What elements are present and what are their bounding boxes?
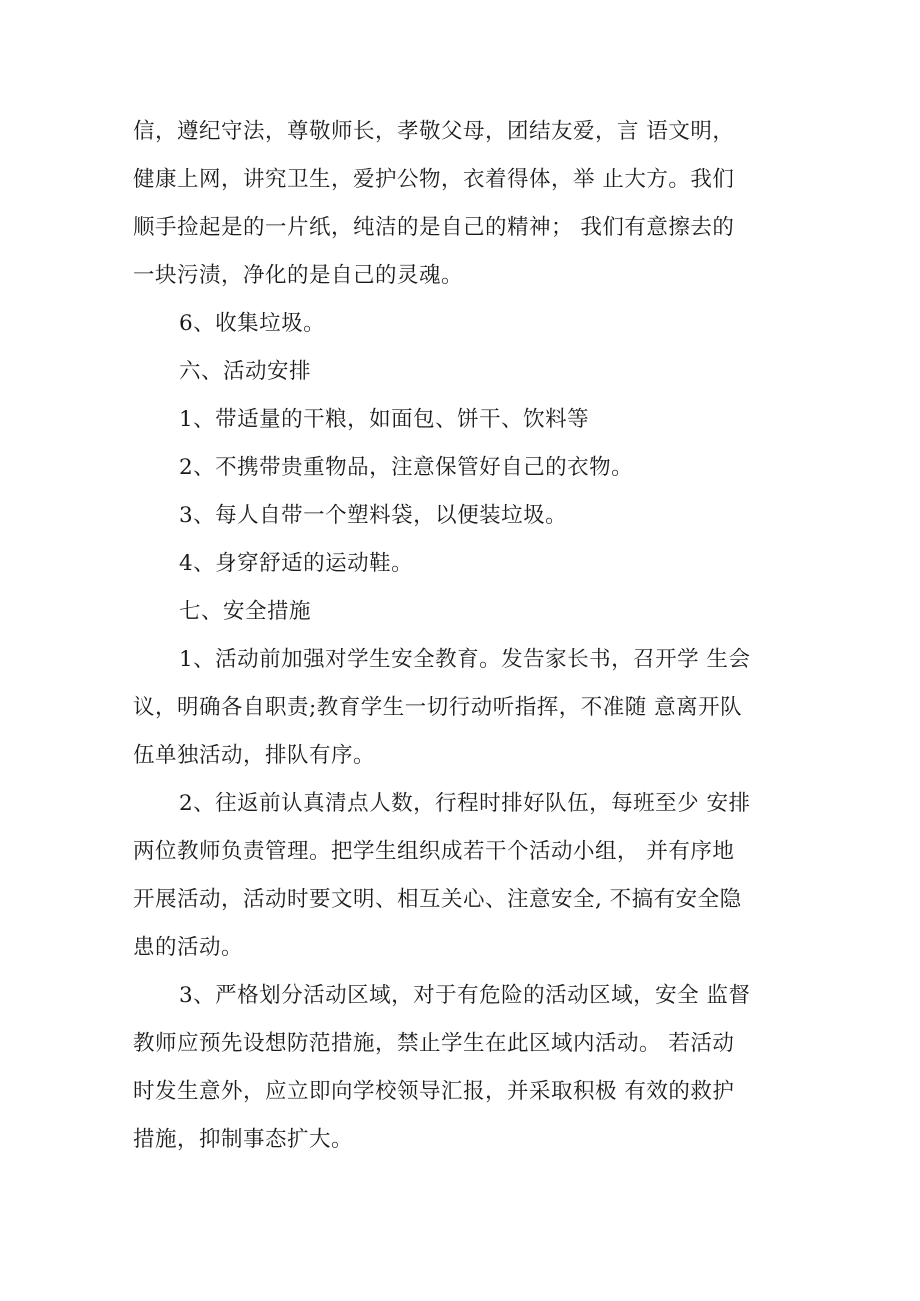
text-line: 1、活动前加强对学生安全教育。发告家长书，召开学 生会 [179,647,751,672]
text-line: 健康上网，讲究卫生，爱护公物，衣着得体，举 止大方。我们 [133,167,735,192]
paragraph-safety-education [133,636,793,780]
text-line: 2、不携带贵重物品，注意保管好自己的衣物。 [179,455,634,480]
list-item-shoes [133,540,793,588]
list-item-valuables [133,444,793,492]
heading-text: 六、活动安排 [179,359,312,384]
list-item-food [133,396,793,444]
text-line: 开展活动，活动时要文明、相互关心、注意安全, 不搞有安全隐 [133,887,742,912]
document-body [133,108,793,1164]
section-heading-safety-measures [133,588,793,636]
text-line: 伍单独活动，排队有序。 [133,743,376,768]
section-heading-activity-arrangement [133,348,793,396]
text-line: 时发生意外，应立即向学校领导汇报，并采取积极 有效的救护 [133,1079,735,1104]
text-line: 一块污渍，净化的是自己的灵魂。 [133,263,464,288]
text-line: 顺手捡起是的一片纸，纯洁的是自己的精神； 我们有意擦去的 [133,215,735,240]
heading-text: 七、安全措施 [179,599,312,624]
text-line: 3、严格划分活动区域，对于有危险的活动区域，安全 监督 [179,983,751,1008]
text-line: 教师应预先设想防范措施，禁止学生在此区域内活动。 若活动 [133,1031,735,1056]
text-line: 6、收集垃圾。 [179,311,326,336]
paragraph-headcount [133,780,793,972]
text-line: 3、每人自带一个塑料袋，以便装垃圾。 [179,503,568,528]
text-line: 4、身穿舒适的运动鞋。 [179,551,414,576]
list-item-plastic-bag [133,492,793,540]
text-line: 议，明确各自职责;教育学生一切行动听指挥，不准随 意离开队 [133,695,743,720]
list-item-collect-garbage [133,300,793,348]
paragraph-activity-zones [133,972,793,1164]
paragraph-code-of-conduct [133,108,793,300]
text-line: 两位教师负责管理。把学生组织成若干个活动小组， 并有序地 [133,839,735,864]
text-line: 1、带适量的干粮，如面包、饼干、饮料等 [179,407,590,432]
text-line: 患的活动。 [133,935,244,960]
text-line: 措施，抑制事态扩大。 [133,1127,354,1152]
text-line: 信，遵纪守法，尊敬师长，孝敬父母，团结友爱，言 语文明， [133,119,735,144]
text-line: 2、往返前认真清点人数，行程时排好队伍，每班至少 安排 [179,791,751,816]
